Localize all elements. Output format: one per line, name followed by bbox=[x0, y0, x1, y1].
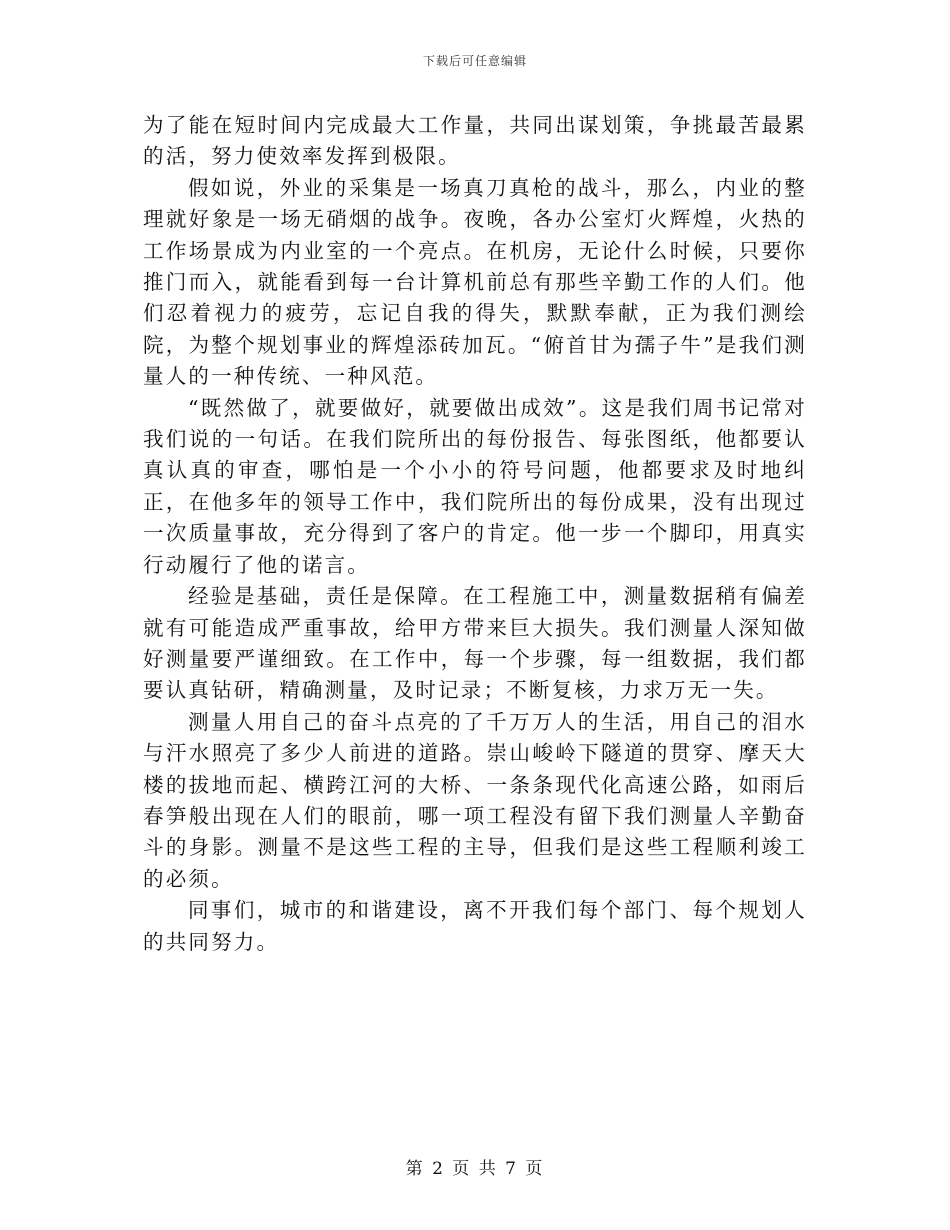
paragraph-1: 为了能在短时间内完成最大工作量，共同出谋划策，争挑最苦最累的活，努力使效率发挥到极限。 bbox=[143, 113, 807, 169]
page-number: 第 2 页 共 7 页 bbox=[405, 1159, 545, 1179]
paragraph-6: 同事们，城市的和谐建设，离不开我们每个部门、每个规划人的共同努力。 bbox=[143, 898, 807, 954]
page-header: 下载后可任意编辑 bbox=[422, 54, 527, 68]
paragraph-4: 经验是基础，责任是保障。在工程施工中，测量数据稍有偏差就有可能造成严重事故，给甲方带来巨大损失。我们测量人深知做好测量要严谨细致。在工作中，每一个步骤，每一组数据，我们都要认真钻研，精确测量，及时记录；不断复核，力求万无一失。 bbox=[143, 584, 807, 703]
document-body bbox=[143, 110, 807, 958]
paragraph-3: “既然做了，就要做好，就要做出成效”。这是我们周书记常对我们说的一句话。在我们院所出的每份报告、每张图纸，他都要认真认真的审查，哪怕是一个小小的符号问题，他都要求及时地纠正，在他多年的领导工作中，我们院所出的每份成果，没有出现过一次质量事故，充分得到了客户的肯定。他一步一个脚印，用真实行动履行了他的诺言。 bbox=[143, 395, 807, 577]
paragraph-2: 假如说，外业的采集是一场真刀真枪的战斗，那么，内业的整理就好象是一场无硝烟的战争。夜晚，各办公室灯火辉煌，火热的工作场景成为内业室的一个亮点。在机房，无论什么时候，只要你推门而入，就能看到每一台计算机前总有那些辛勤工作的人们。他们忍着视力的疲劳，忘记自我的得失，默默奉献，正为我们测绘院，为整个规划事业的辉煌添砖加瓦。“俯首甘为孺子牛”是我们测量人的一种传统、一种风范。 bbox=[143, 175, 807, 389]
paragraph-5: 测量人用自己的奋斗点亮的了千万万人的生活，用自己的泪水与汗水照亮了多少人前进的道路。崇山峻岭下隧道的贯穿、摩天大楼的拔地而起、横跨江河的大桥、一条条现代化高速公路，如雨后春笋般出现在人们的眼前，哪一项工程没有留下我们测量人辛勤奋斗的身影。测量不是这些工程的主导，但我们是这些工程顺利竣工的必须。 bbox=[143, 709, 807, 891]
